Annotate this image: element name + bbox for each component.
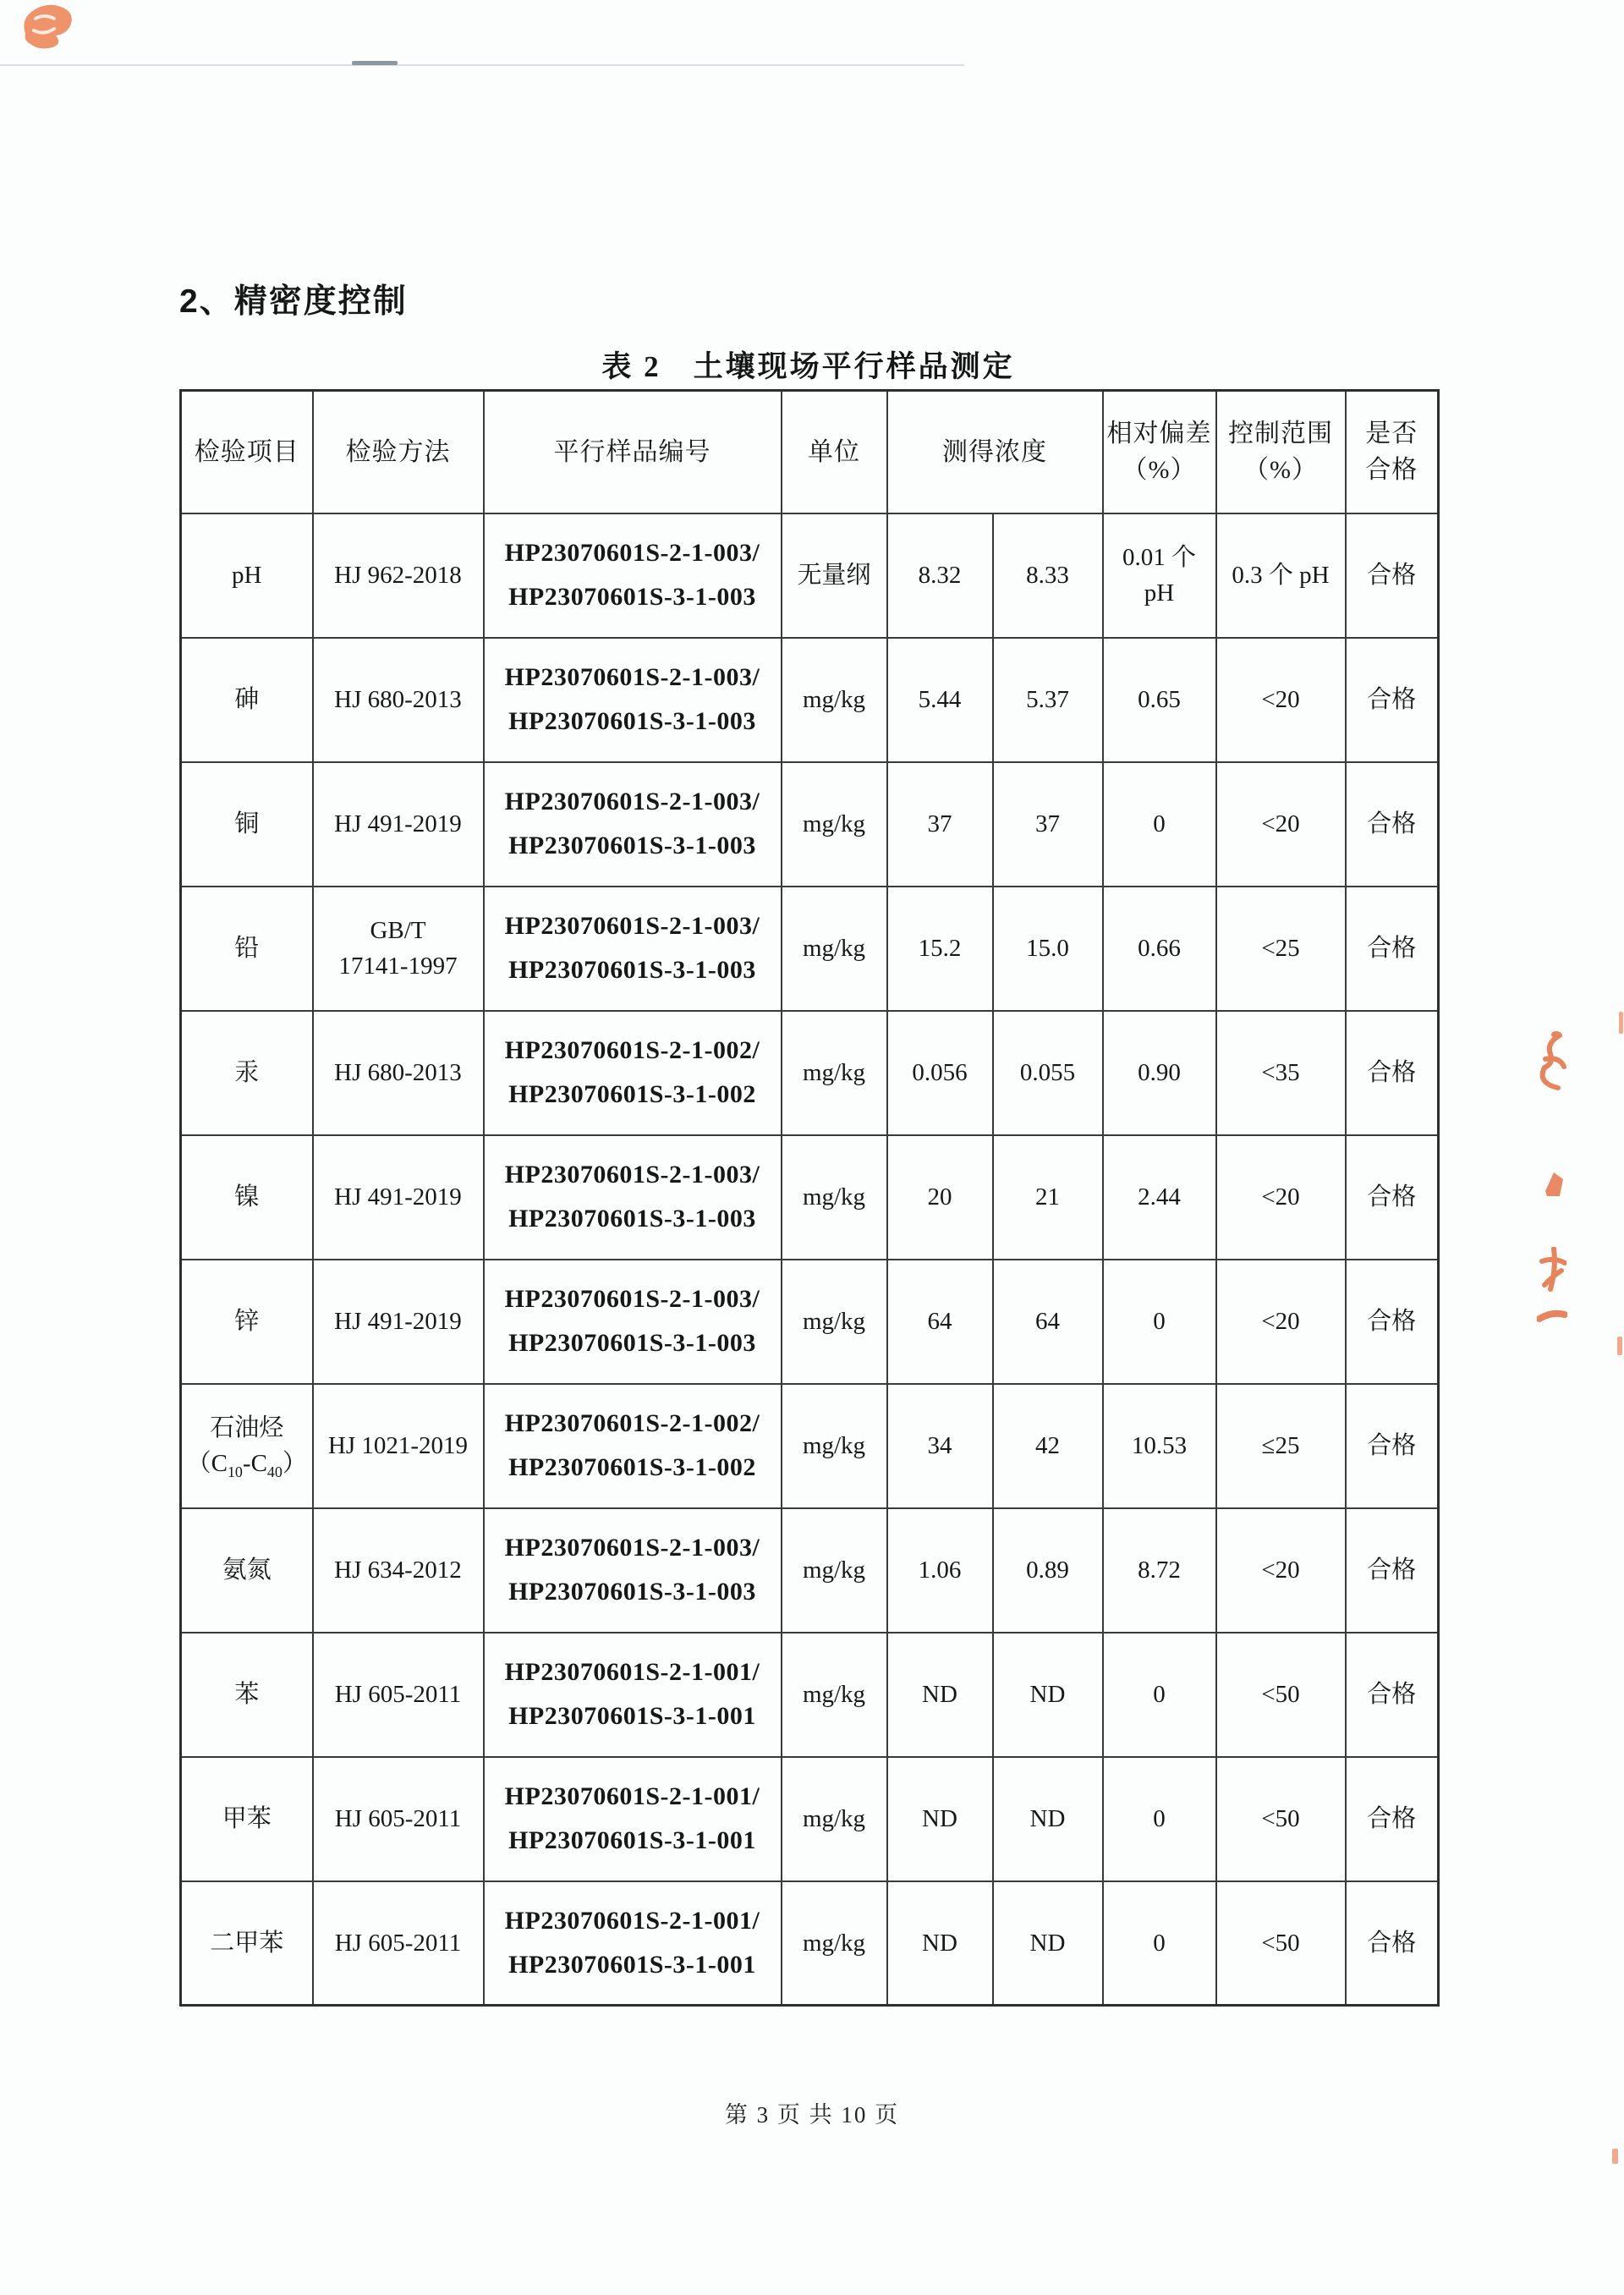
cell-conc2: 64 <box>993 1260 1103 1384</box>
cell-item: 镍 <box>181 1135 313 1260</box>
column-header: 检验项目 <box>181 391 313 513</box>
cell-deviation: 0 <box>1103 1633 1216 1757</box>
cell-result: 合格 <box>1346 638 1439 762</box>
cell-control: <25 <box>1216 887 1346 1011</box>
cell-result: 合格 <box>1346 1633 1439 1757</box>
cell-deviation: 0.66 <box>1103 887 1216 1011</box>
table-row <box>181 1135 1439 1260</box>
cell-conc1: 5.44 <box>887 638 993 762</box>
cell-conc2: ND <box>993 1757 1103 1881</box>
cell-unit: mg/kg <box>782 1757 887 1881</box>
cell-conc2: 0.89 <box>993 1508 1103 1633</box>
cell-method: HJ 605-2011 <box>313 1881 484 2006</box>
seal-fragment-right-4-icon <box>1537 1308 1567 1323</box>
cell-conc1: ND <box>887 1881 993 2006</box>
cell-deviation: 0.90 <box>1103 1011 1216 1135</box>
cell-method: HJ 605-2011 <box>313 1633 484 1757</box>
cell-conc1: 15.2 <box>887 887 993 1011</box>
cell-deviation: 8.72 <box>1103 1508 1216 1633</box>
cell-conc2: 8.33 <box>993 513 1103 638</box>
cell-item: 铅 <box>181 887 313 1011</box>
cell-result: 合格 <box>1346 1881 1439 2006</box>
cell-samples: HP23070601S-2-1-003/ HP23070601S-3-1-003 <box>484 1135 782 1260</box>
cell-method: HJ 962-2018 <box>313 513 484 638</box>
cell-samples: HP23070601S-2-1-002/ HP23070601S-3-1-002 <box>484 1011 782 1135</box>
cell-unit: mg/kg <box>782 638 887 762</box>
cell-method: GB/T 17141-1997 <box>313 887 484 1011</box>
column-header: 相对偏差 （%） <box>1103 391 1216 513</box>
parallel-sample-table <box>179 389 1440 2007</box>
cell-method: HJ 680-2013 <box>313 1011 484 1135</box>
cell-conc1: ND <box>887 1633 993 1757</box>
cell-samples: HP23070601S-2-1-003/ HP23070601S-3-1-003 <box>484 1508 782 1633</box>
table-row <box>181 762 1439 887</box>
cell-unit: mg/kg <box>782 1260 887 1384</box>
cell-result: 合格 <box>1346 1508 1439 1633</box>
cell-item: 苯 <box>181 1633 313 1757</box>
cell-unit: 无量纲 <box>782 513 887 638</box>
table-row <box>181 887 1439 1011</box>
cell-conc1: 8.32 <box>887 513 993 638</box>
table-row <box>181 1508 1439 1633</box>
cell-method: HJ 605-2011 <box>313 1757 484 1881</box>
cell-unit: mg/kg <box>782 1508 887 1633</box>
cell-deviation: 0.01 个 pH <box>1103 513 1216 638</box>
cell-conc2: 0.055 <box>993 1011 1103 1135</box>
cell-control: <50 <box>1216 1633 1346 1757</box>
cell-control: <20 <box>1216 1135 1346 1260</box>
table-row <box>181 1260 1439 1384</box>
cell-item: 铜 <box>181 762 313 887</box>
cell-deviation: 0.65 <box>1103 638 1216 762</box>
cell-samples: HP23070601S-2-1-001/ HP23070601S-3-1-001 <box>484 1881 782 2006</box>
cell-unit: mg/kg <box>782 1384 887 1508</box>
table-row <box>181 1757 1439 1881</box>
cell-unit: mg/kg <box>782 762 887 887</box>
cell-item: 石油烃 $(C_{10}-C_{40})$ <box>181 1384 313 1508</box>
cell-conc1: 37 <box>887 762 993 887</box>
cell-samples: HP23070601S-2-1-001/ HP23070601S-3-1-001 <box>484 1757 782 1881</box>
cell-unit: mg/kg <box>782 1633 887 1757</box>
column-header: 测得浓度 <box>887 391 1103 513</box>
cell-method: HJ 634-2012 <box>313 1508 484 1633</box>
cell-deviation: 0 <box>1103 1881 1216 2006</box>
cell-samples: HP23070601S-2-1-002/ HP23070601S-3-1-002 <box>484 1384 782 1508</box>
cell-samples: HP23070601S-2-1-003/ HP23070601S-3-1-003 <box>484 513 782 638</box>
cell-conc1: ND <box>887 1757 993 1881</box>
column-header: 平行样品编号 <box>484 391 782 513</box>
cell-control: <50 <box>1216 1757 1346 1881</box>
cell-conc1: 64 <box>887 1260 993 1384</box>
table-row <box>181 1384 1439 1508</box>
cell-control: 0.3 个 pH <box>1216 513 1346 638</box>
cell-conc2: 15.0 <box>993 887 1103 1011</box>
cell-unit: mg/kg <box>782 887 887 1011</box>
table-row <box>181 1881 1439 2006</box>
cell-item: 甲苯 <box>181 1757 313 1881</box>
cell-item: 二甲苯 <box>181 1881 313 2006</box>
table-title: 表 2 土壤现场平行样品测定 <box>601 350 1015 383</box>
cell-method: HJ 1021-2019 <box>313 1384 484 1508</box>
cell-control: <20 <box>1216 762 1346 887</box>
cell-result: 合格 <box>1346 1384 1439 1508</box>
table-row <box>181 1633 1439 1757</box>
cell-item: pH <box>181 513 313 638</box>
scan-mark-dash <box>352 61 398 65</box>
cell-result: 合格 <box>1346 1260 1439 1384</box>
cell-conc2: 5.37 <box>993 638 1103 762</box>
cell-conc2: 42 <box>993 1384 1103 1508</box>
cell-conc2: 37 <box>993 762 1103 887</box>
cell-control: <35 <box>1216 1011 1346 1135</box>
cell-result: 合格 <box>1346 1011 1439 1135</box>
table-row <box>181 1011 1439 1135</box>
cell-item: 锌 <box>181 1260 313 1384</box>
cell-samples: HP23070601S-2-1-003/ HP23070601S-3-1-003 <box>484 1260 782 1384</box>
cell-item: 汞 <box>181 1011 313 1135</box>
cell-samples: HP23070601S-2-1-003/ HP23070601S-3-1-003 <box>484 762 782 887</box>
cell-samples: HP23070601S-2-1-003/ HP23070601S-3-1-003 <box>484 887 782 1011</box>
cell-item: 砷 <box>181 638 313 762</box>
seal-fragment-right-1-icon <box>1539 1030 1568 1108</box>
cell-conc2: ND <box>993 1633 1103 1757</box>
cell-samples: HP23070601S-2-1-001/ HP23070601S-3-1-001 <box>484 1633 782 1757</box>
cell-result: 合格 <box>1346 1135 1439 1260</box>
cell-control: ≤25 <box>1216 1384 1346 1508</box>
seal-edge-sliver <box>1612 2149 1618 2164</box>
cell-conc1: 20 <box>887 1135 993 1260</box>
cell-control: <50 <box>1216 1881 1346 2006</box>
cell-conc1: 1.06 <box>887 1508 993 1633</box>
page-number-footer: 第 3 页 共 10 页 <box>724 2102 900 2128</box>
section-heading: 2、精密度控制 <box>179 283 408 320</box>
table-header-row <box>181 391 1439 513</box>
cell-result: 合格 <box>1346 762 1439 887</box>
cell-control: <20 <box>1216 638 1346 762</box>
cell-conc1: 0.056 <box>887 1011 993 1135</box>
cell-deviation: 2.44 <box>1103 1135 1216 1260</box>
table-row <box>181 638 1439 762</box>
column-header: 单位 <box>782 391 887 513</box>
cell-deviation: 0 <box>1103 1260 1216 1384</box>
cell-conc1: 34 <box>887 1384 993 1508</box>
cell-method: HJ 680-2013 <box>313 638 484 762</box>
seal-edge-sliver <box>1617 1337 1622 1355</box>
cell-deviation: 0 <box>1103 762 1216 887</box>
cell-unit: mg/kg <box>782 1135 887 1260</box>
column-header: 控制范围 （%） <box>1216 391 1346 513</box>
seal-fragment-top-left-icon <box>19 2 78 51</box>
cell-control: <20 <box>1216 1260 1346 1384</box>
column-header: 是否 合格 <box>1346 391 1439 513</box>
cell-item: 氨氮 <box>181 1508 313 1633</box>
cell-method: HJ 491-2019 <box>313 1135 484 1260</box>
cell-deviation: 0 <box>1103 1757 1216 1881</box>
cell-method: HJ 491-2019 <box>313 762 484 887</box>
scan-separator-line <box>0 64 964 66</box>
cell-samples: HP23070601S-2-1-003/ HP23070601S-3-1-003 <box>484 638 782 762</box>
cell-result: 合格 <box>1346 1757 1439 1881</box>
cell-result: 合格 <box>1346 887 1439 1011</box>
cell-method: HJ 491-2019 <box>313 1260 484 1384</box>
column-header: 检验方法 <box>313 391 484 513</box>
seal-fragment-right-2-icon <box>1542 1171 1566 1198</box>
seal-edge-sliver <box>1619 1012 1623 1034</box>
table-row <box>181 513 1439 638</box>
cell-unit: mg/kg <box>782 1011 887 1135</box>
cell-conc2: ND <box>993 1881 1103 2006</box>
cell-control: <20 <box>1216 1508 1346 1633</box>
cell-conc2: 21 <box>993 1135 1103 1260</box>
seal-fragment-right-3-icon <box>1539 1247 1566 1293</box>
cell-result: 合格 <box>1346 513 1439 638</box>
cell-unit: mg/kg <box>782 1881 887 2006</box>
cell-deviation: 10.53 <box>1103 1384 1216 1508</box>
